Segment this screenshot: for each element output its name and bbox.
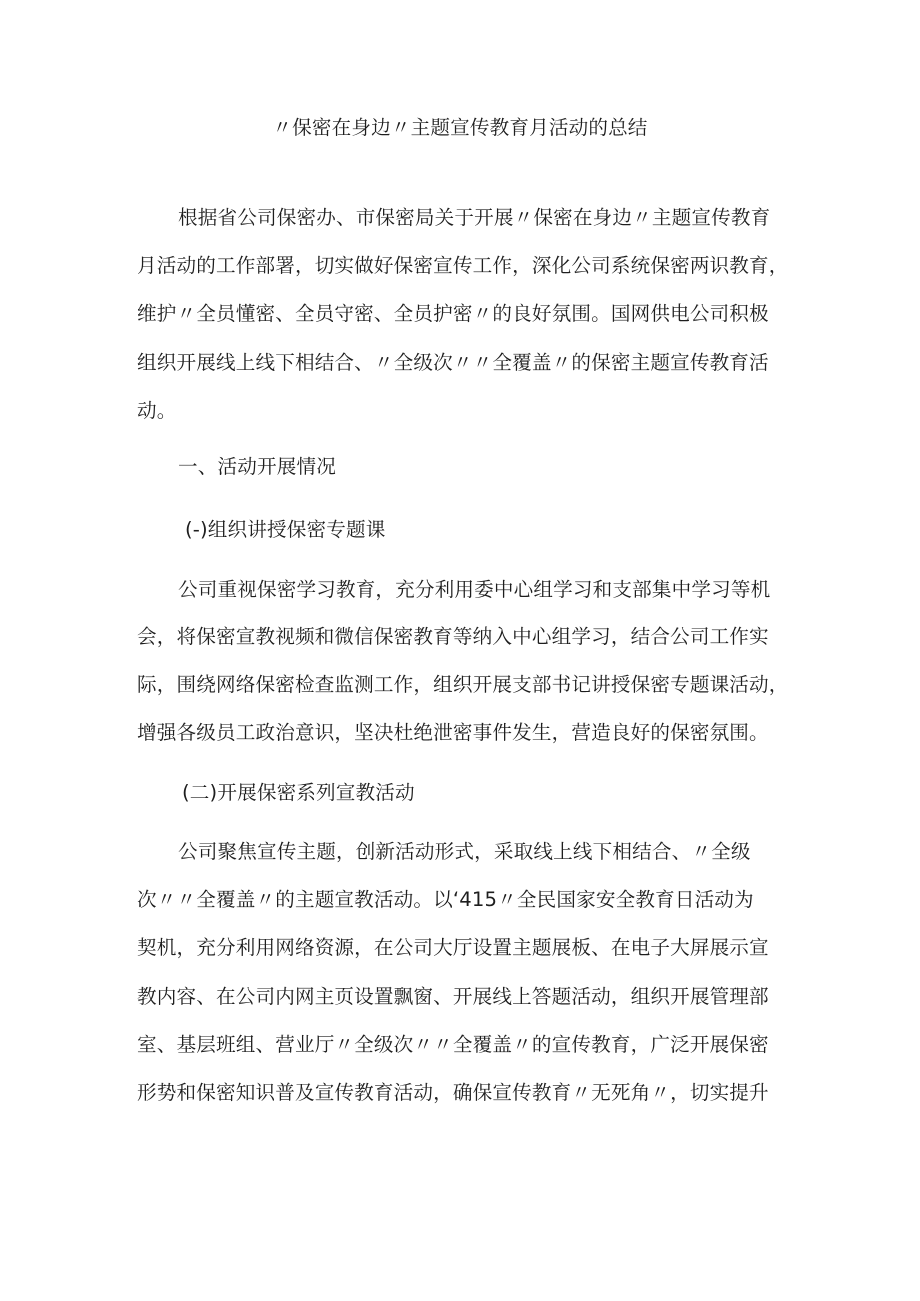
text-line: 次〃〃全覆盖〃的主题宣教活动。以‘415〃全民国家安全教育日活动为 [137, 888, 754, 911]
text-line: 形势和保密知识普及宣传教育活动，确保宣传教育〃无死角〃，切实提升 [137, 1081, 769, 1104]
text-line: 组织开展线上线下相结合、〃全级次〃〃全覆盖〃的保密主题宣传教育活 [137, 351, 769, 374]
text-line: 增强各级员工政治意识，坚决杜绝泄密事件发生，营造良好的保密氛围。 [137, 721, 769, 744]
subsection-heading: (-)组织讲授保密专题课 [185, 518, 386, 541]
text-line: 维护〃全员懂密、全员守密、全员护密〃的良好氛围。国网供电公司积极 [137, 302, 769, 325]
text-line: 室、基层班组、营业厅〃全级次〃〃全覆盖〃的宣传教育，广泛开展保密 [137, 1033, 769, 1056]
text-line: 根据省公司保密办、市保密局关于开展〃保密在身边〃主题宣传教育 [178, 206, 771, 229]
text-line: 公司聚焦宣传主题，创新活动形式，采取线上线下相结合、〃全级 [178, 840, 751, 863]
text-line: 动。 [137, 399, 177, 422]
text-line: 契机，充分利用网络资源，在公司大厅设置主题展板、在电子大屏展示宣 [137, 936, 769, 959]
section-heading: 一、活动开展情况 [178, 455, 336, 478]
text-line: 际，围绕网络保密检查监测工作，组织开展支部书记讲授保密专题课活动， [137, 673, 789, 696]
text-line: 月活动的工作部署，切实做好保密宣传工作，深化公司系统保密两识教育， [137, 254, 789, 277]
document-title: 〃保密在身边〃主题宣传教育月活动的总结 [272, 116, 648, 139]
text-line: 会，将保密宣教视频和微信保密教育等纳入中心组学习，结合公司工作实 [137, 625, 769, 648]
text-line: 公司重视保密学习教育，充分利用委中心组学习和支部集中学习等机 [178, 578, 771, 601]
subsection-heading: (二)开展保密系列宣教活动 [182, 781, 415, 804]
text-line: 教内容、在公司内网主页设置飘窗、开展线上答题活动，组织开展管理部 [137, 985, 769, 1008]
